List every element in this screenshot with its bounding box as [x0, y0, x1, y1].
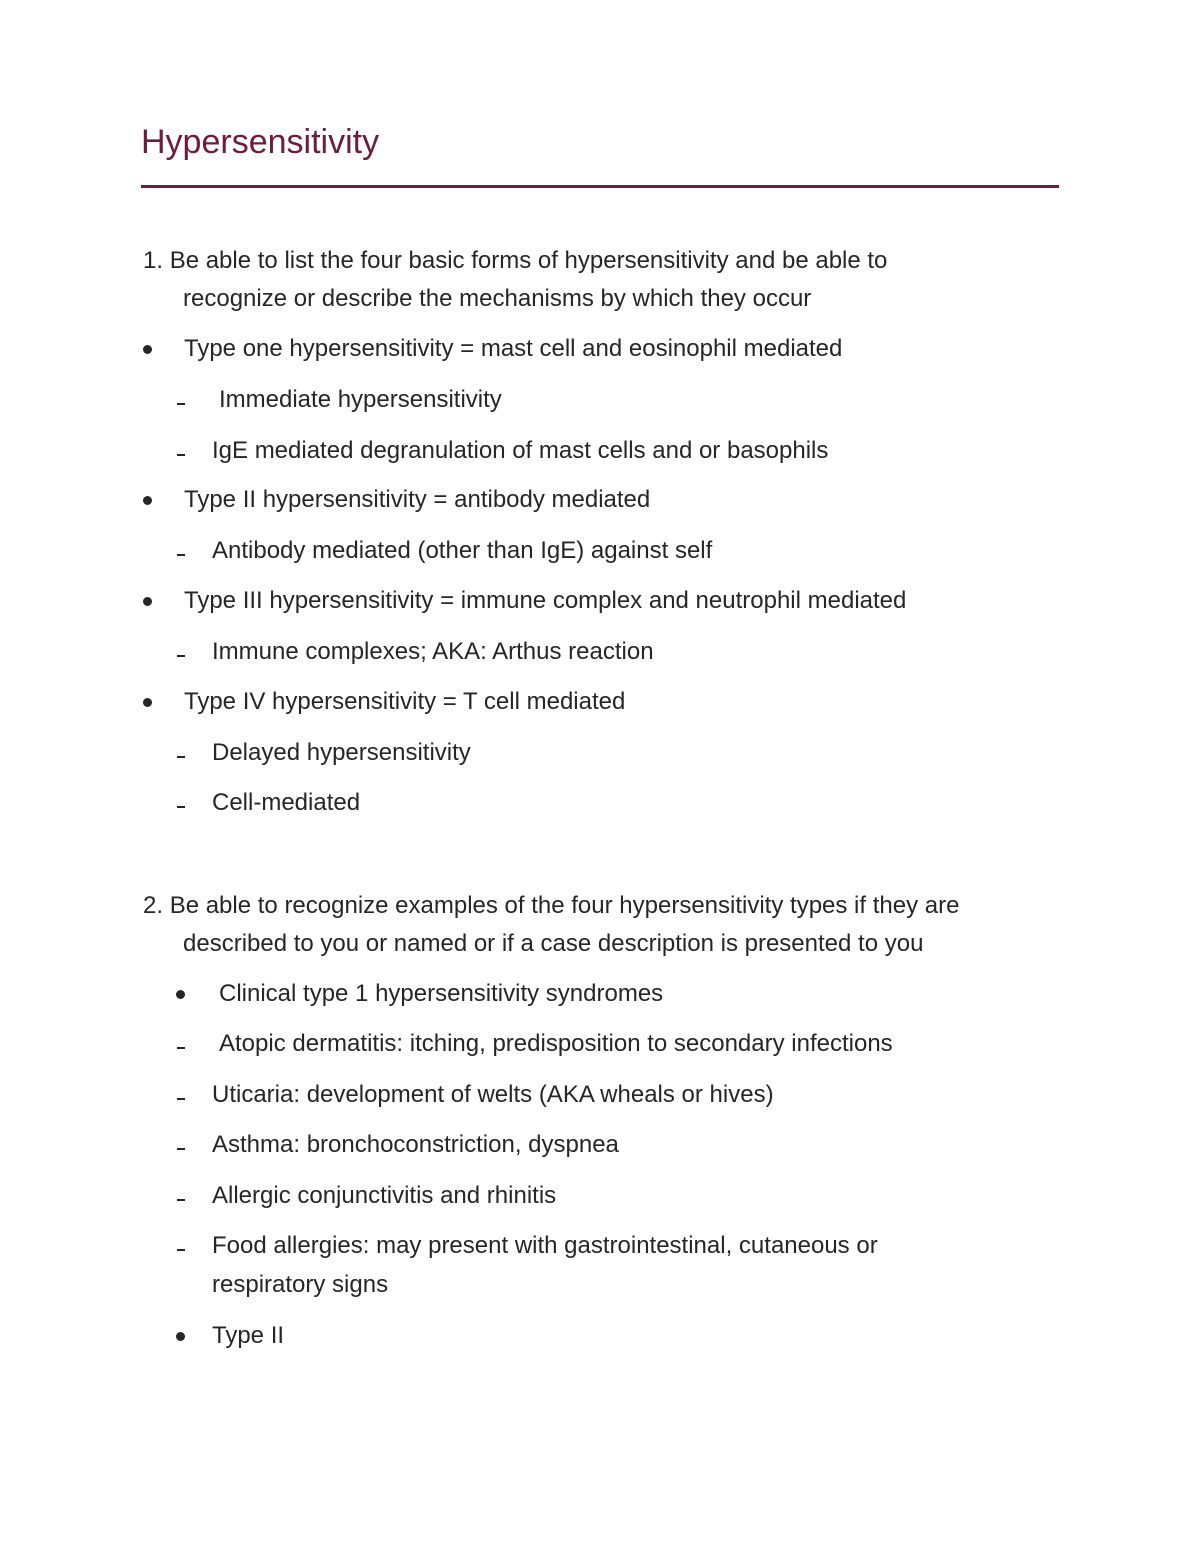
dash-marker: [177, 1249, 185, 1251]
dash-marker: [177, 403, 185, 405]
type1-sub-ige: IgE mediated degranulation of mast cells and or basophils: [212, 437, 829, 464]
bullet-dot: [143, 345, 152, 354]
clinical-item-atopic: Atopic dermatitis: itching, predisposition to secondary infections: [219, 1030, 893, 1057]
question-2-number: 2.: [143, 892, 164, 919]
type4-sub-cell-mediated: Cell-mediated: [212, 789, 361, 816]
clinical-type2-bullet: Type II: [212, 1322, 285, 1349]
dash-marker: [177, 554, 185, 556]
dash-marker: [177, 655, 185, 657]
type3-bullet: Type III hypersensitivity = immune complex and neutrophil mediated: [184, 587, 907, 614]
question-1-text-line2: recognize or describe the mechanisms by which they occur: [183, 285, 812, 312]
type2-sub-antibody: Antibody mediated (other than IgE) against self: [212, 537, 713, 564]
question-1-text-line1: Be able to list the four basic forms of hypersensitivity and be able to: [169, 247, 888, 274]
type1-sub-immediate: Immediate hypersensitivity: [219, 386, 502, 413]
title-divider: [141, 185, 1059, 188]
clinical-type1-bullet: Clinical type 1 hypersensitivity syndromes: [219, 980, 664, 1007]
bullet-dot: [176, 990, 185, 999]
dash-marker: [177, 1199, 185, 1201]
clinical-item-food: Food allergies: may present with gastrointestinal, cutaneous or: [212, 1232, 878, 1259]
clinical-item-food-continued: respiratory signs: [212, 1271, 389, 1298]
dash-marker: [177, 806, 185, 808]
question-2-text-line2: described to you or named or if a case description is presented to you: [183, 930, 924, 957]
bullet-dot: [143, 698, 152, 707]
question-1: [143, 242, 1073, 318]
bullet-dot: [143, 597, 152, 606]
type4-sub-delayed: Delayed hypersensitivity: [212, 739, 471, 766]
question-2-text-line1: Be able to recognize examples of the four hypersensitivity types if they are: [169, 892, 960, 919]
dash-marker: [177, 454, 185, 456]
page-title: Hypersensitivity: [141, 123, 380, 161]
type3-sub-immune-complexes: Immune complexes; AKA: Arthus reaction: [212, 638, 654, 665]
type4-bullet: Type IV hypersensitivity = T cell mediated: [184, 688, 626, 715]
clinical-item-asthma: Asthma: bronchoconstriction, dyspnea: [212, 1131, 619, 1158]
clinical-item-uticaria: Uticaria: development of welts (AKA wheals or hives): [212, 1081, 774, 1108]
dash-marker: [177, 1098, 185, 1100]
dash-marker: [177, 756, 185, 758]
question-1-number: 1.: [143, 247, 164, 274]
dash-marker: [177, 1148, 185, 1150]
type1-bullet: Type one hypersensitivity = mast cell and eosinophil mediated: [184, 335, 843, 362]
bullet-dot: [176, 1332, 185, 1341]
type2-bullet: Type II hypersensitivity = antibody mediated: [184, 486, 651, 513]
dash-marker: [177, 1047, 185, 1049]
clinical-item-allergic: Allergic conjunctivitis and rhinitis: [212, 1182, 557, 1209]
bullet-dot: [143, 496, 152, 505]
question-2: [143, 887, 1073, 963]
